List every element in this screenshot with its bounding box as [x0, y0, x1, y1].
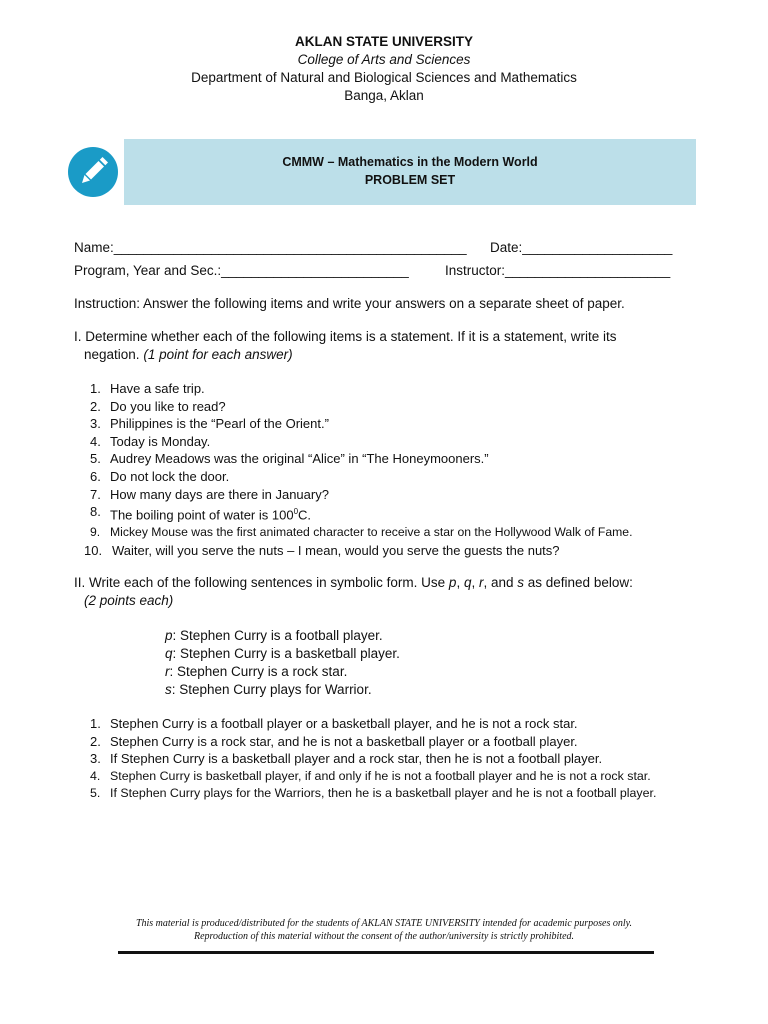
part2-points-note: (2 points each) [84, 593, 174, 608]
definition-p: p: Stephen Curry is a football player. [165, 628, 383, 643]
list-item: 6. Do not lock the door. [90, 468, 230, 484]
footer-notice [0, 918, 768, 943]
list-item: 8. The boiling point of water is $100^0C$. [90, 504, 312, 523]
list-item: 1. Stephen Curry is a football player or a basketball player, and he is not a rock star. [90, 716, 578, 731]
part1-heading [74, 328, 714, 364]
program-field: Program, Year and Sec.:_________________________ [74, 263, 409, 278]
pencil-icon [67, 146, 119, 198]
list-item: 10. Waiter, will you serve the nuts – I mean, would you serve the guests the nuts? [84, 542, 560, 558]
part1-list [74, 380, 724, 559]
department-name: Department of Natural and Biological Sciences and Mathematics [191, 70, 577, 85]
list-item: 1. Have a safe trip. [90, 381, 205, 396]
footer-rule [118, 951, 654, 954]
list-item: 5. If Stephen Curry plays for the Warriors, then he is a basketball player and he is not a football player. [90, 786, 657, 801]
document-header [0, 33, 768, 105]
part2-heading: II. Write each of the following sentences in symbolic form. Use p, q, r, and s as defined below: (2 points each) [74, 574, 714, 610]
course-banner [124, 139, 696, 205]
list-item: 7. How many days are there in January? [90, 486, 329, 502]
part1-heading-line1: I. Determine whether each of the following items is a statement. If it is a statement, write its [74, 329, 617, 344]
variable-definitions [165, 627, 400, 699]
list-item: 3. Philippines is the “Pearl of the Orient.” [90, 416, 329, 432]
problem-set-label: PROBLEM SET [364, 173, 456, 187]
footer-line2: Reproduction of this material without the consent of the author/university is strictly prohibited. [193, 930, 575, 942]
instruction-text: Instruction: Answer the following items and write your answers on a separate sheet of paper. [74, 296, 625, 311]
location: Banga, Aklan [344, 88, 424, 103]
list-item: 5. Audrey Meadows was the original “Alice” in “The Honeymooners.” [90, 451, 489, 467]
date-field: Date:____________________ [490, 240, 673, 255]
list-item: 2. Do you like to read? [90, 398, 226, 414]
definition-r: r: Stephen Curry is a rock star. [165, 664, 348, 679]
part1-heading-line2: negation. [84, 347, 140, 362]
university-name: AKLAN STATE UNIVERSITY [294, 34, 473, 49]
course-title: CMMW – Mathematics in the Modern World [282, 155, 538, 169]
part2-list [74, 715, 710, 803]
list-item: 3. If Stephen Curry is a basketball player and a rock star, then he is not a football player. [90, 751, 603, 767]
list-item: 2. Stephen Curry is a rock star, and he is not a basketball player or a football player. [90, 733, 578, 749]
footer-line1: This material is produced/distributed for the students of AKLAN STATE UNIVERSITY intended for academic purposes only. [135, 918, 633, 929]
list-item: 4. Today is Monday. [90, 433, 211, 449]
part1-points-note: (1 point for each answer) [143, 347, 293, 362]
name-field: Name:_______________________________________________ [74, 240, 467, 255]
list-item: 9. Mickey Mouse was the first animated character to receive a star on the Hollywood Walk of Fame. [90, 525, 633, 540]
definition-q: q: Stephen Curry is a basketball player. [165, 646, 400, 661]
list-item: 4. Stephen Curry is basketball player, if and only if he is not a football player and he is not a rock star. [90, 768, 651, 783]
definition-s: s: Stephen Curry plays for Warrior. [165, 682, 372, 697]
instructor-field: Instructor:______________________ [445, 263, 671, 278]
college-name: College of Arts and Sciences [297, 52, 471, 67]
